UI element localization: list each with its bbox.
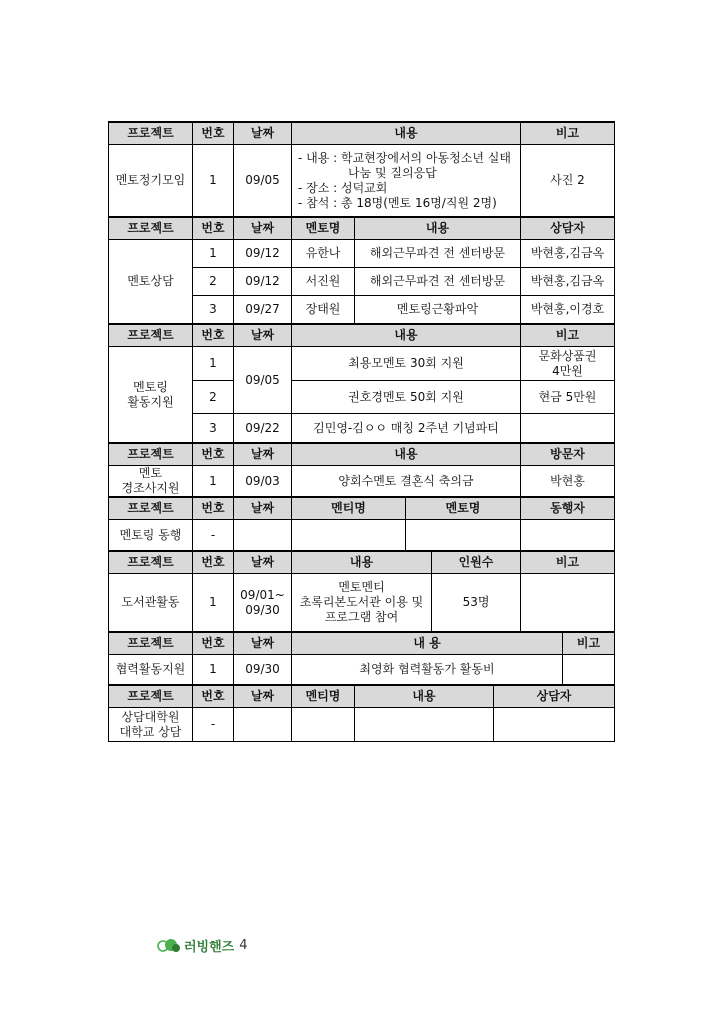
- content-line: 초록리본도서관 이용 및: [299, 595, 424, 609]
- project-line: 멘토링: [133, 379, 168, 394]
- cell-note: [521, 414, 615, 443]
- cell-content: [355, 708, 494, 742]
- header-content: 내용: [355, 686, 494, 708]
- header-date: 날짜: [234, 633, 292, 655]
- cell-mentor: 유한나: [292, 240, 355, 268]
- header-mentor: 멘토명: [292, 218, 355, 240]
- cell-note: 사진 2: [521, 145, 615, 217]
- content-line: - 내용 : 학교현장에서의 아동청소년 실태: [298, 150, 511, 165]
- content-line: 프로그램 참여: [324, 610, 399, 624]
- table-graduate-counseling: [108, 685, 615, 742]
- cell-date: 09/12: [234, 240, 292, 268]
- header-mentee: 멘티명: [292, 498, 406, 520]
- cell-content: 해외근무파견 전 센터방문: [355, 240, 521, 268]
- cell-note: [521, 347, 615, 381]
- cell-content: 해외근무파견 전 센터방문: [355, 268, 521, 296]
- cell-mentor: 장태원: [292, 296, 355, 324]
- hands-logo-icon: [157, 938, 181, 954]
- header-row: [109, 122, 615, 145]
- cell-mentor: [406, 520, 521, 551]
- header-visitor: 방문자: [521, 444, 615, 466]
- cell-mentee: [292, 708, 355, 742]
- content-line: - 참석 : 총 18명(멘토 16명/직원 2명): [298, 195, 497, 210]
- header-row: [109, 325, 615, 347]
- cell-date: 09/22: [234, 414, 292, 443]
- header-no: 번호: [193, 325, 234, 347]
- cell-no: 1: [193, 347, 234, 381]
- header-note: 비고: [521, 122, 615, 145]
- header-note: 비고: [521, 325, 615, 347]
- header-date: 날짜: [234, 444, 292, 466]
- header-content: 내용: [292, 444, 521, 466]
- table-row: [109, 520, 615, 551]
- header-project: 프로젝트: [109, 686, 193, 708]
- header-row: [109, 633, 615, 655]
- table-row: [109, 708, 615, 742]
- table-mentor-counseling: [108, 217, 615, 324]
- cell-visitor: 박현홍: [521, 466, 615, 497]
- header-no: 번호: [193, 552, 234, 574]
- cell-date: [234, 520, 292, 551]
- logo-text: 러빙핸즈: [184, 940, 235, 955]
- cell-date: 09/05: [234, 145, 292, 217]
- cell-project: 멘토상담: [109, 240, 193, 324]
- cell-counselor: 박현홍,김금옥: [521, 240, 615, 268]
- cell-no: 1: [193, 574, 234, 632]
- cell-no: 1: [193, 466, 234, 497]
- project-line: 경조사지원: [121, 481, 180, 495]
- header-project: 프로젝트: [109, 218, 193, 240]
- table-mentor-meeting: [108, 121, 615, 217]
- table-row: [109, 655, 615, 685]
- header-row: [109, 444, 615, 466]
- cell-project: [109, 708, 193, 742]
- cell-counselor: 박현홍,김금옥: [521, 268, 615, 296]
- header-project: 프로젝트: [109, 325, 193, 347]
- header-date: 날짜: [234, 122, 292, 145]
- header-content: 내용: [292, 325, 521, 347]
- cell-counselor: [494, 708, 615, 742]
- page-footer: [157, 936, 248, 955]
- header-headcount: 인원수: [432, 552, 521, 574]
- header-project: 프로젝트: [109, 633, 193, 655]
- header-date: 날짜: [234, 325, 292, 347]
- cell-no: 2: [193, 381, 234, 414]
- date-line: 09/01~: [240, 587, 285, 602]
- header-companion: 동행자: [521, 498, 615, 520]
- cell-counselor: 박현홍,이경호: [521, 296, 615, 324]
- table-row: [109, 240, 615, 268]
- header-no: 번호: [193, 633, 234, 655]
- header-no: 번호: [193, 218, 234, 240]
- activity-report: [108, 121, 614, 742]
- cell-date: 09/27: [234, 296, 292, 324]
- header-row: [109, 218, 615, 240]
- header-no: 번호: [193, 686, 234, 708]
- header-row: [109, 552, 615, 574]
- project-line: 대학교 상담: [119, 724, 182, 739]
- header-no: 번호: [193, 498, 234, 520]
- cell-date: [234, 574, 292, 632]
- cell-mentor: 서진원: [292, 268, 355, 296]
- cell-content: [292, 145, 521, 217]
- header-counselor: 상담자: [494, 686, 615, 708]
- table-congratulation-support: [108, 443, 615, 497]
- header-project: 프로젝트: [109, 444, 193, 466]
- cell-no: -: [193, 708, 234, 742]
- header-content: 내용: [292, 552, 432, 574]
- content-line: 멘토멘티: [338, 580, 385, 594]
- header-mentee: 멘티명: [292, 686, 355, 708]
- project-line: 멘토: [138, 466, 163, 480]
- cell-note: [563, 655, 615, 685]
- cell-content: 최영화 협력활동가 활동비: [292, 655, 563, 685]
- cell-content: 양회수멘토 결혼식 축의금: [292, 466, 521, 497]
- cell-project: [109, 466, 193, 497]
- table-library-activity: [108, 551, 615, 632]
- header-note: 비고: [521, 552, 615, 574]
- table-row: [109, 145, 615, 217]
- header-note: 비고: [563, 633, 615, 655]
- header-project: 프로젝트: [109, 498, 193, 520]
- cell-no: 2: [193, 268, 234, 296]
- cell-date: 09/03: [234, 466, 292, 497]
- cell-project: 멘토링 동행: [109, 520, 193, 551]
- date-line: 09/30: [245, 602, 280, 617]
- cell-content: 최용모멘토 30회 지원: [292, 347, 521, 381]
- note-line: 4만원: [552, 363, 583, 378]
- cell-no: 1: [193, 145, 234, 217]
- cell-companion: [521, 520, 615, 551]
- header-date: 날짜: [234, 552, 292, 574]
- cell-date: 09/05: [234, 347, 292, 414]
- header-content: 내용: [292, 122, 521, 145]
- header-row: [109, 498, 615, 520]
- header-content: 내용: [355, 218, 521, 240]
- cell-date: 09/12: [234, 268, 292, 296]
- cell-note: [521, 574, 615, 632]
- content-line: 나눔 및 질의응답: [348, 165, 437, 180]
- content-line: - 장소 : 성덕교회: [298, 180, 388, 195]
- header-row: [109, 686, 615, 708]
- header-no: 번호: [193, 444, 234, 466]
- cell-no: 1: [193, 655, 234, 685]
- page-number: 4: [239, 938, 248, 953]
- cell-content: 권호경멘토 50회 지원: [292, 381, 521, 414]
- cell-mentee: [292, 520, 406, 551]
- table-mentoring-companion: [108, 497, 615, 551]
- header-content: 내 용: [292, 633, 563, 655]
- cell-no: 3: [193, 296, 234, 324]
- header-date: 날짜: [234, 498, 292, 520]
- header-no: 번호: [193, 122, 234, 145]
- table-row: [109, 466, 615, 497]
- project-line: 상담대학원: [121, 709, 180, 724]
- cell-content: 멘토링근황파악: [355, 296, 521, 324]
- header-project: 프로젝트: [109, 122, 193, 145]
- cell-no: 1: [193, 240, 234, 268]
- header-date: 날짜: [234, 218, 292, 240]
- cell-no: -: [193, 520, 234, 551]
- cell-note: 현금 5만원: [521, 381, 615, 414]
- cell-project: 도서관활동: [109, 574, 193, 632]
- header-date: 날짜: [234, 686, 292, 708]
- cell-headcount: 53명: [432, 574, 521, 632]
- table-mentoring-support: [108, 324, 615, 443]
- cell-no: 3: [193, 414, 234, 443]
- cell-project: 협력활동지원: [109, 655, 193, 685]
- header-counselor: 상담자: [521, 218, 615, 240]
- cell-date: 09/30: [234, 655, 292, 685]
- cell-content: 김민영-김ㅇㅇ 매칭 2주년 기념파티: [292, 414, 521, 443]
- cell-date: [234, 708, 292, 742]
- cell-project: 멘토정기모임: [109, 145, 193, 217]
- cell-project: [109, 347, 193, 443]
- table-row: [109, 347, 615, 381]
- table-row: [109, 574, 615, 632]
- project-line: 활동지원: [127, 394, 174, 409]
- cell-content: [292, 574, 432, 632]
- note-line: 문화상품권: [538, 348, 597, 363]
- table-cooperation-support: [108, 632, 615, 685]
- header-mentor: 멘토명: [406, 498, 521, 520]
- header-project: 프로젝트: [109, 552, 193, 574]
